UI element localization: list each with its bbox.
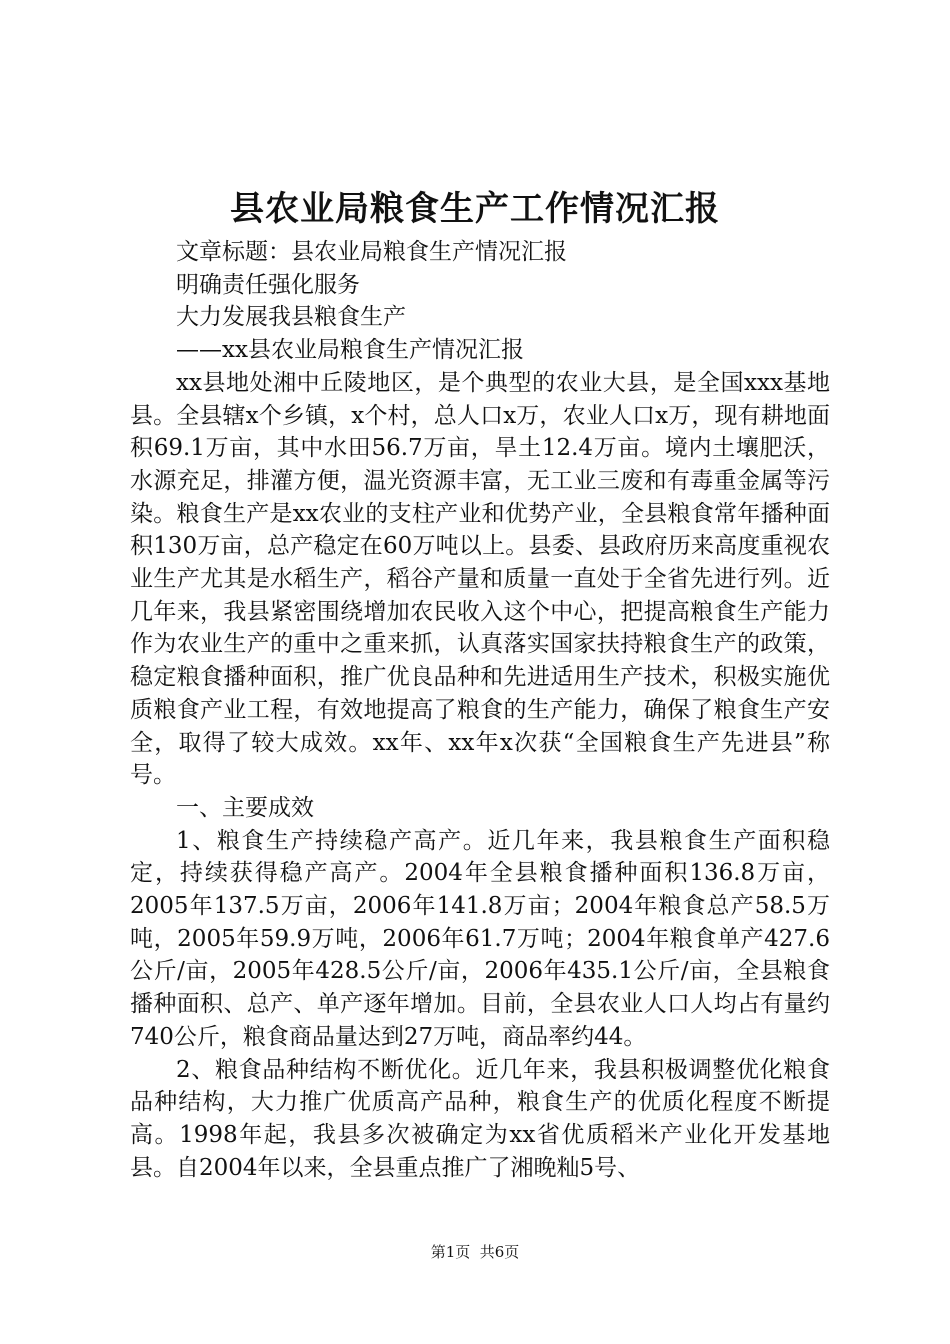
subtitle-line-2: 大力发展我县粮食生产 bbox=[176, 304, 406, 331]
page-footer: 第1页 共6页 bbox=[430, 1243, 520, 1261]
paragraph-intro: xx县地处湘中丘陵地区，是个典型的农业大县，是全国xxx基地县。全县辖x个乡镇，x个村，总人口x万，农业人口x万，现有耕地面积69.1万亩，其中水田56.7万亩，旱土12.4万亩。境内土壤肥沃，水源充足，排灌方便，温光资源丰富，无工业三废和有毒重金属等污染。粮食生产是xx农业的支柱产业和优势产业，全县粮食常年播种面积130万亩，总产稳定在60万吨以上。县委、县政府历来高度重视农业生产尤其是水稻生产，稻谷产量和质量一直处于全省先进行列。近几年来，我县紧密围绕增加农民收入这个中心，把提高粮食生产能力作为农业生产的重中之重来抓，认真落实国家扶持粮食生产的政策，稳定粮食播种面积，推广优良品种和先进适用生产技术，积极实施优质粮食产业工程，有效地提高了粮食的生产能力，确保了粮食生产安全，取得了较大成效。xx年、xx年x次获“全国粮食生产先进县”称号。 bbox=[130, 369, 830, 789]
paragraph-grain-varieties: 2、粮食品种结构不断优化。近几年来，我县积极调整优化粮食品种结构，大力推广优质高产品种，粮食生产的优质化程度不断提高。1998年起，我县多次被确定为xx省优质稻米产业化开发基地县。自2004年以来，全县重点推广了湘晚籼5号、 bbox=[130, 1056, 830, 1181]
document-title: 县农业局粮食生产工作情况汇报 bbox=[230, 189, 720, 229]
subtitle-line-1: 明确责任强化服务 bbox=[176, 271, 360, 298]
article-title-line: 文章标题：县农业局粮食生产情况汇报 bbox=[176, 239, 567, 265]
document-body bbox=[130, 236, 830, 1184]
subtitle-line-3: ——xx县农业局粮食生产情况汇报 bbox=[176, 337, 524, 364]
section-heading-main-results: 一、主要成效 bbox=[176, 794, 314, 821]
paragraph-grain-production: 1、粮食生产持续稳产高产。近几年来，我县粮食生产面积稳定，持续获得稳产高产。2004年全县粮食播种面积136.8万亩，2005年137.5万亩，2006年141.8万亩；2004年粮食总产58.5万吨，2005年59.9万吨，2006年61.7万吨；2004年粮食单产427.6公斤/亩，2005年428.5公斤/亩，2006年435.1公斤/亩，全县粮食播种面积、总产、单产逐年增加。目前，全县农业人口人均占有量约740公斤，粮食商品量达到27万吨，商品率约44。 bbox=[130, 827, 830, 1050]
